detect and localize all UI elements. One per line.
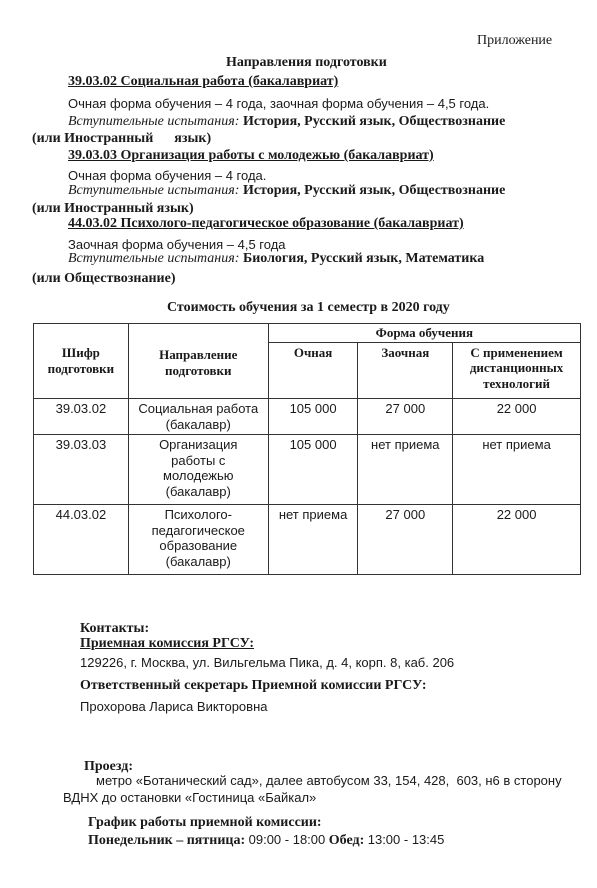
row-part-time: 27 000 [358,399,453,435]
directions-heading: Направления подготовки [226,55,387,70]
exams-subjects: Биология, Русский язык, Математика [242,251,485,266]
program-forms: Заочная форма обучения – 4,5 года [68,237,286,252]
row-full-time: 105 000 [268,435,358,505]
row-direction: Организация работы с молодежью (бакалавр) [128,435,268,505]
row-distance: 22 000 [453,399,581,435]
exams-label: Вступительные испытания: [68,114,240,129]
schedule-lunch-label: Обед: [328,833,365,848]
table-row [34,505,581,575]
row-full-time: 105 000 [268,399,358,435]
program-title: 44.03.02 Психолого-педагогическое образование (бакалавриат) [68,216,464,231]
header-part-time: Заочная [358,342,453,398]
header-distance: С применением дистанционных технологий [453,342,581,398]
exams-label: Вступительные испытания: [68,183,240,198]
exams-subjects: История, Русский язык, Обществознание [242,183,506,198]
route-line-2: ВДНХ до остановки «Гостиница «Байкал» [63,790,317,805]
schedule-heading: График работы приемной комиссии: [88,815,322,830]
schedule-lunch-hours: 13:00 - 13:45 [367,832,445,847]
secretary-name: Прохорова Лариса Викторовна [80,699,268,714]
row-code: 39.03.02 [34,399,129,435]
row-full-time: нет приема [268,505,358,575]
commission-address: 129226, г. Москва, ул. Вильгельма Пика, д. 4, корп. 8, каб. 206 [80,655,455,670]
program-forms: Очная форма обучения – 4 года. [68,168,267,183]
appendix-label: Приложение [477,33,553,48]
exams-label: Вступительные испытания: [68,251,240,266]
exams-alt: (или Обществознание) [32,271,176,286]
header-form-group: Форма обучения [268,324,580,343]
program-exams [68,183,505,199]
contacts-heading: Контакты: [80,621,150,636]
row-code: 39.03.03 [34,435,129,505]
header-code: Шифр подготовки [34,324,129,399]
program-exams [68,114,505,130]
schedule-hours: 09:00 - 18:00 [248,832,326,847]
cost-table [33,323,581,575]
row-part-time: 27 000 [358,505,453,575]
row-code: 44.03.02 [34,505,129,575]
exams-alt: (или Иностранный язык) [32,201,194,216]
schedule-days-label: Понедельник – пятница: [88,833,246,848]
exams-alt: (или Иностранный язык) [32,131,212,146]
table-row [34,399,581,435]
commission-title: Приемная комиссия РГСУ: [80,636,255,651]
header-direction: Направление подготовки [128,324,268,399]
route-line-1: метро «Ботанический сад», далее автобусом 33, 154, 428, 603, н6 в сторону [96,773,562,788]
table-row [34,435,581,505]
row-distance: нет приема [453,435,581,505]
row-distance: 22 000 [453,505,581,575]
route-heading: Проезд: [84,759,134,774]
row-direction: Психолого-педагогическое образование (бакалавр) [128,505,268,575]
row-direction: Социальная работа (бакалавр) [128,399,268,435]
program-exams [68,251,484,267]
secretary-title: Ответственный секретарь Приемной комиссии РГСУ: [80,678,427,693]
exams-subjects: История, Русский язык, Обществознание [242,114,506,129]
schedule-line [88,832,444,849]
program-title: 39.03.03 Организация работы с молодежью (бакалавриат) [68,148,434,163]
cost-title: Стоимость обучения за 1 семестр в 2020 году [167,300,450,315]
row-part-time: нет приема [358,435,453,505]
program-title: 39.03.02 Социальная работа (бакалавриат) [68,74,339,89]
program-forms: Очная форма обучения – 4 года, заочная форма обучения – 4,5 года. [68,96,490,111]
header-full-time: Очная [268,342,358,398]
